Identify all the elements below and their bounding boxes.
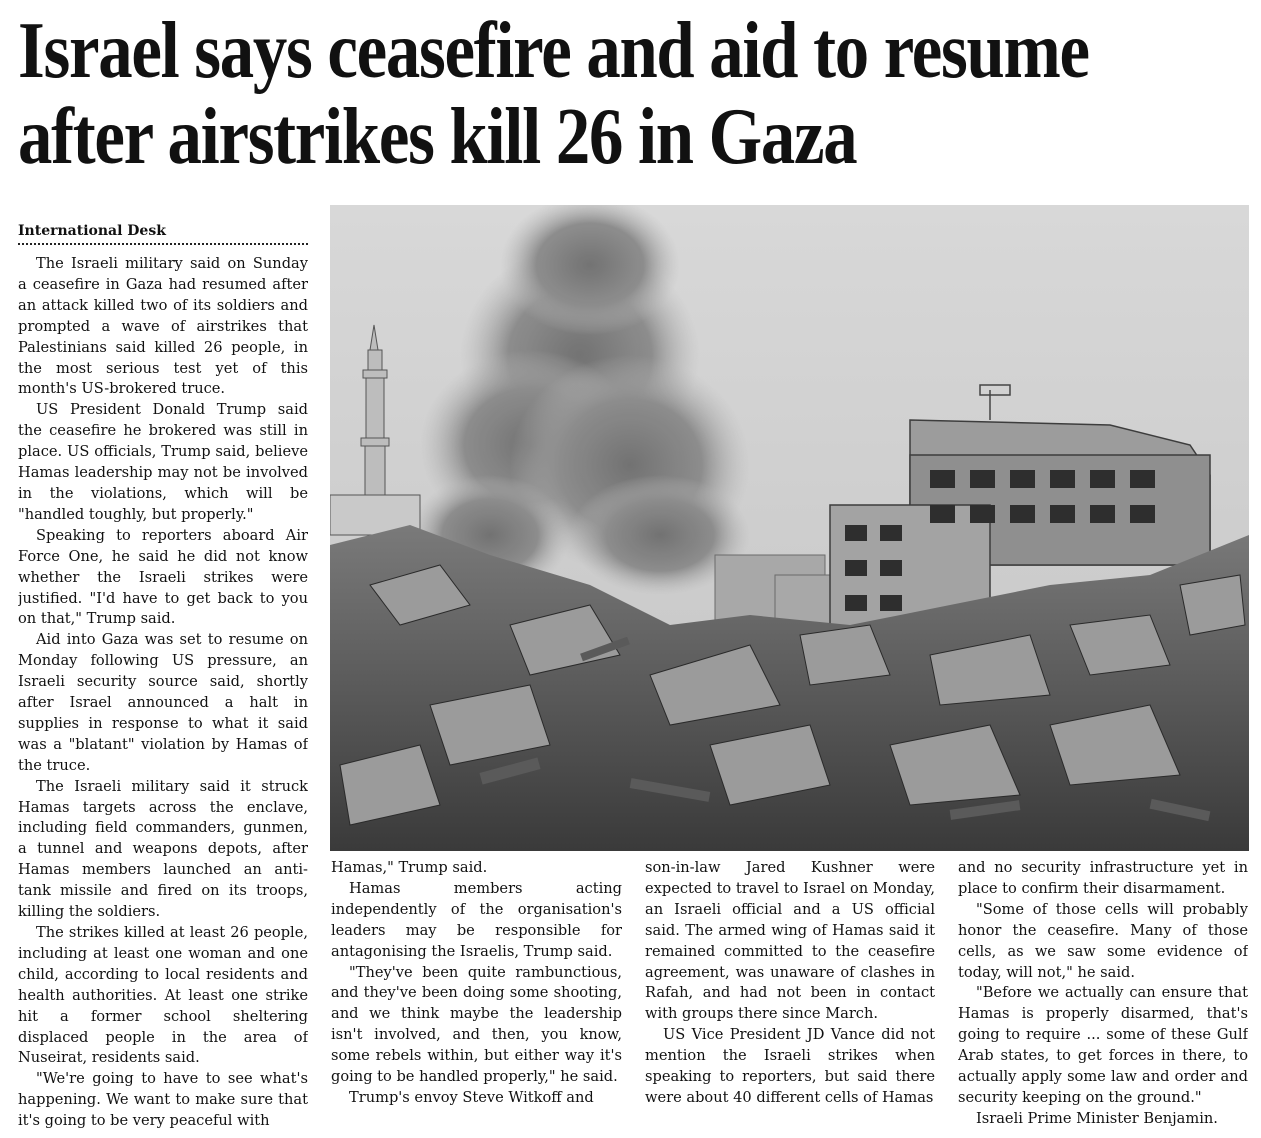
paragraph: Hamas," Trump said. [331, 859, 488, 876]
paragraph: Aid into Gaza was set to resume on Monday following US pressure, an Israeli security source said, shortly after Israel announced a halt in supplies in response to what it said was a "blatant" violation by Hamas of the truce. [18, 631, 308, 774]
paragraph: son-in-law Jared Kushner were expected to travel to Israel on Monday, an Israeli official and a US official said. The armed wing of Hamas said it remained committed to the ceasefire agreement, was unaware of clashes in Rafah, and had not been in contact with groups there since March. [645, 859, 935, 1023]
paragraph: "They've been quite rambunctious, and they've been doing some shooting, and we think maybe the leadership isn't involved, and then, you know, some rebels within, but either way it's going to be handled properly," he said. [331, 963, 622, 1086]
headline [18, 7, 1089, 181]
paragraph: and no security infrastructure yet in place to confirm their disarmament. [958, 859, 1248, 897]
paragraph: "Some of those cells will probably honor the ceasefire. Many of those cells, as we saw some evidence of today, will not," he said. [958, 900, 1248, 981]
paragraph: Speaking to reporters aboard Air Force One, he said he did not know whether the Israeli strikes were justified. "I'd have to get back to you on that," Trump said. [18, 526, 308, 628]
article-column-3 [645, 858, 935, 1138]
news-photo-gaza-destruction [330, 205, 1249, 851]
paragraph: The Israeli military said it struck Hamas targets across the enclave, including field commanders, gunmen, a tunnel and weapons depots, after Hamas members launched an anti-tank missile and fired on its troops, killing the soldiers. [18, 777, 308, 921]
paragraph: The strikes killed at least 26 people, including at least one woman and one child, according to local residents and health authorities. At least one strike hit a former school sheltering displaced people in the area of Nuseirat, residents said. [18, 924, 308, 1067]
byline: International Desk [18, 222, 308, 245]
article-column-1 [18, 254, 308, 1138]
paragraph: US Vice President JD Vance did not mention the Israeli strikes when speaking to reporters, but said there were about 40 different cells of Hamas [645, 1026, 935, 1106]
headline-line-1: Israel says ceasefire and aid to resume [18, 7, 1089, 95]
paragraph: "Before we actually can ensure that Hamas is properly disarmed, that's going to require ... some of these Gulf Arab states, to get forces in there, to actually apply some law and order and security keeping on the ground." [958, 984, 1248, 1106]
paragraph: The Israeli military said on Sunday a ceasefire in Gaza had resumed after an attack killed two of its soldiers and prompted a wave of airstrikes that Palestinians said killed 26 people, in the most serious test yet of this month's US-brokered truce. [18, 255, 308, 398]
paragraph: Trump's envoy Steve Witkoff and [349, 1088, 594, 1106]
article-column-4 [958, 858, 1248, 1138]
paragraph: "We're going to have to see what's happening. We want to make sure that it's going to be very peaceful with [18, 1070, 308, 1130]
paragraph: Hamas members acting independently of the organisation's leaders may be responsible for antagonising the Israelis, Trump said. [331, 879, 622, 960]
headline-line-2: after airstrikes kill 26 in Gaza [18, 93, 857, 181]
photo-illustration [330, 205, 1249, 851]
article-column-2 [331, 858, 622, 1138]
paragraph: US President Donald Trump said the ceasefire he brokered was still in place. US officials, Trump said, believe Hamas leadership may not be involved in the violations, which will be "handled toughly, but properly." [18, 401, 308, 523]
paragraph: Israeli Prime Minister Benjamin. [976, 1109, 1218, 1127]
